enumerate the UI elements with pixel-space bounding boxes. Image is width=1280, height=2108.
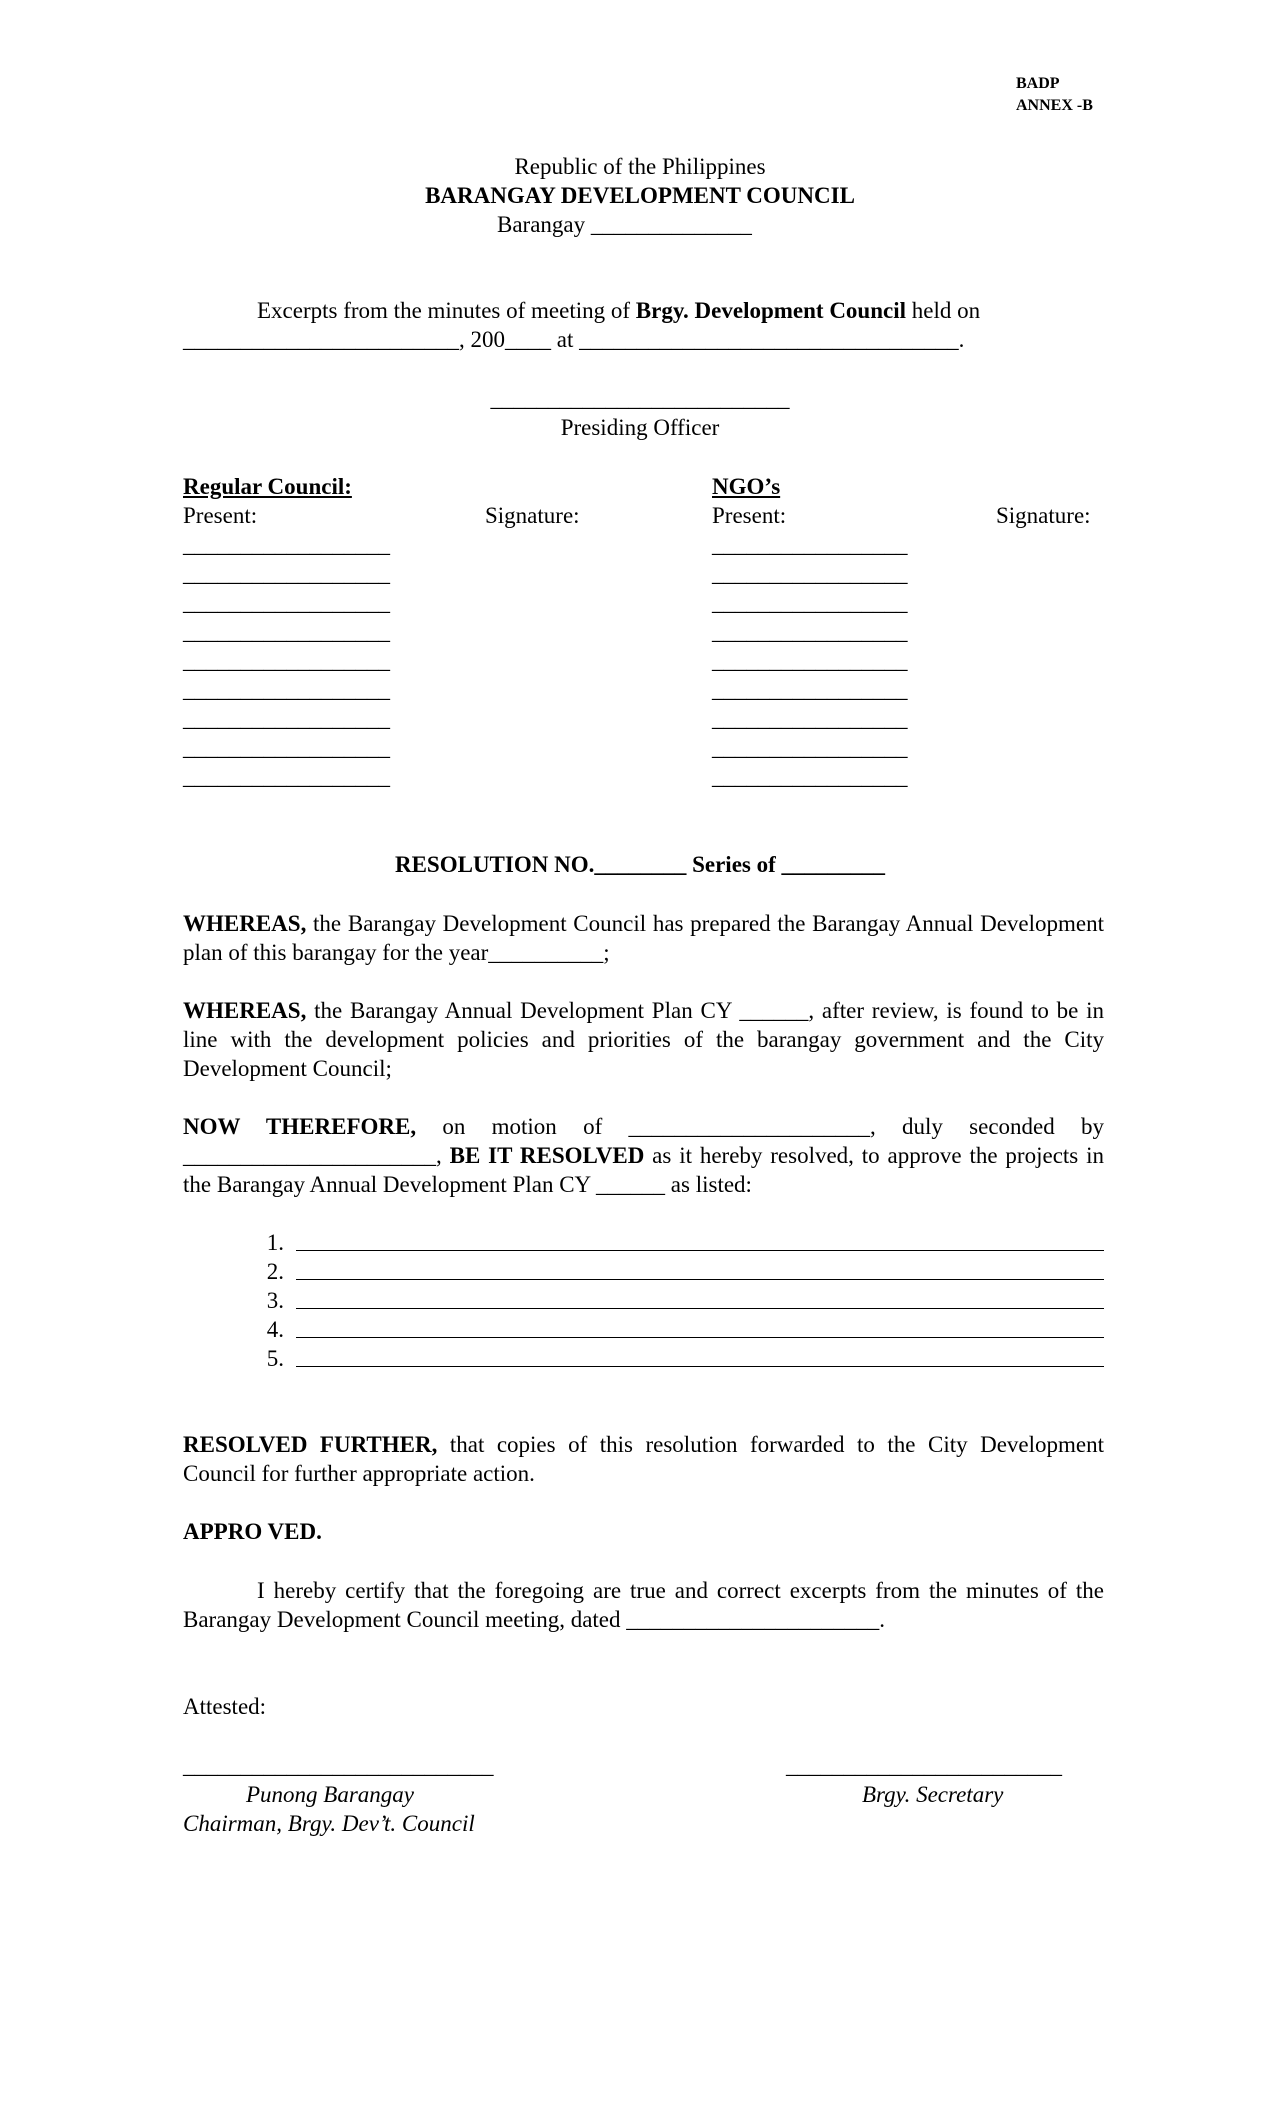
excerpt-paragraph [183, 296, 1104, 354]
regular-present-blank: __________________ [183, 648, 390, 673]
barangay-blank: Barangay ______________ [497, 212, 752, 237]
resolved-further-text: that copies of this resolution forwarded to the City Development Council for further appropriate action. [183, 1432, 1105, 1486]
project-number: 3. [266, 1288, 284, 1313]
resolved-further-paragraph [183, 1430, 1104, 1488]
attested-label: Attested: [183, 1694, 267, 1719]
project-blank-line [296, 1279, 1104, 1280]
project-list-item [254, 1228, 1104, 1257]
regular-present-blank: __________________ [183, 619, 390, 644]
ngo-present-blank: _________________ [712, 590, 908, 615]
regular-present-blank: __________________ [183, 532, 390, 557]
regular-signature-label: Signature: [485, 503, 580, 528]
whereas-paragraph-2 [183, 996, 1104, 1083]
excerpt-text-pre: Excerpts from the minutes of meeting of [257, 298, 631, 323]
resolution-title: RESOLUTION NO.________ Series of _________ [394, 852, 886, 877]
excerpt-text-post: held on [911, 298, 981, 323]
whereas-text: the Barangay Annual Development Plan CY ______, after review, is found to be in line with the development policies and priorities of the barangay government and the City Development Council; [183, 998, 1104, 1081]
punong-barangay-signature-line: ___________________________ [183, 1753, 494, 1778]
project-blank-line [296, 1337, 1104, 1338]
ngo-heading: NGO’s [712, 474, 781, 499]
secretary-signature-line: ________________________ [786, 1753, 1062, 1778]
regular-present-blank: __________________ [183, 735, 390, 760]
regular-present-list [183, 530, 390, 791]
secretary-title: Brgy. Secretary [862, 1782, 1004, 1807]
ngo-present-blank: _________________ [712, 735, 908, 760]
presiding-officer-line: __________________________ [490, 386, 790, 411]
regular-present-blank: __________________ [183, 590, 390, 615]
project-blank-line [296, 1250, 1104, 1251]
regular-present-label: Present: [183, 503, 258, 528]
now-therefore-keyword: NOW THEREFORE, [183, 1114, 417, 1139]
project-list-item [254, 1344, 1104, 1373]
certification-paragraph [183, 1576, 1104, 1634]
ngo-present-blank: _________________ [712, 764, 908, 789]
project-number: 4. [266, 1317, 284, 1342]
regular-present-blank: __________________ [183, 706, 390, 731]
ngo-present-blank: _________________ [712, 561, 908, 586]
now-therefore-paragraph [183, 1112, 1104, 1199]
council-heading: BARANGAY DEVELOPMENT COUNCIL [425, 183, 855, 208]
now-therefore-text-1: on motion of _____________________, duly seconded by ______________________, [183, 1114, 1105, 1168]
regular-present-blank: __________________ [183, 764, 390, 789]
project-list-item [254, 1286, 1104, 1315]
presiding-officer-label: Presiding Officer [560, 415, 720, 440]
ngo-present-blank: _________________ [712, 706, 908, 731]
punong-barangay-title: Punong Barangay [246, 1782, 415, 1807]
regular-present-blank: __________________ [183, 561, 390, 586]
chairman-title: Chairman, Brgy. Dev’t. Council [183, 1811, 475, 1836]
annex-label-badp: BADP [1016, 75, 1060, 92]
ngo-present-blank: _________________ [712, 532, 908, 557]
project-blank-line [296, 1366, 1104, 1367]
project-blank-line [296, 1308, 1104, 1309]
regular-council-heading: Regular Council: [183, 474, 352, 499]
certification-text: I hereby certify that the foregoing are true and correct excerpts from the minutes of the Barangay Development Council meeting, dated ______________________. [183, 1578, 1104, 1632]
whereas-paragraph-1 [183, 909, 1104, 967]
ngo-present-list [712, 530, 908, 791]
excerpt-date-place-blank: ________________________, 200____ at _________________________________. [183, 327, 965, 352]
annex-label-b: ANNEX -B [1016, 97, 1093, 114]
republic-heading: Republic of the Philippines [514, 154, 766, 179]
whereas-keyword: WHEREAS, [183, 998, 307, 1023]
project-number: 1. [266, 1230, 284, 1255]
project-list-item [254, 1257, 1104, 1286]
whereas-keyword: WHEREAS, [183, 911, 307, 936]
excerpt-council-name: Brgy. Development Council [635, 298, 907, 323]
ngo-present-blank: _________________ [712, 677, 908, 702]
ngo-present-blank: _________________ [712, 619, 908, 644]
now-therefore-text-2: as it hereby resolved, to approve the projects in the Barangay Annual Development Plan CY ______ as listed: [183, 1143, 1104, 1197]
approved-label: APPRO VED. [183, 1519, 322, 1544]
regular-present-blank: __________________ [183, 677, 390, 702]
project-list-item [254, 1315, 1104, 1344]
ngo-signature-label: Signature: [996, 503, 1091, 528]
ngo-present-blank: _________________ [712, 648, 908, 673]
ngo-present-label: Present: [712, 503, 787, 528]
project-number: 2. [266, 1259, 284, 1284]
resolved-further-keyword: RESOLVED FURTHER, [183, 1432, 438, 1457]
project-number: 5. [266, 1346, 284, 1371]
be-it-resolved-keyword: BE IT RESOLVED [449, 1143, 645, 1168]
whereas-text: the Barangay Development Council has prepared the Barangay Annual Development plan of this barangay for the year__________; [183, 911, 1104, 965]
